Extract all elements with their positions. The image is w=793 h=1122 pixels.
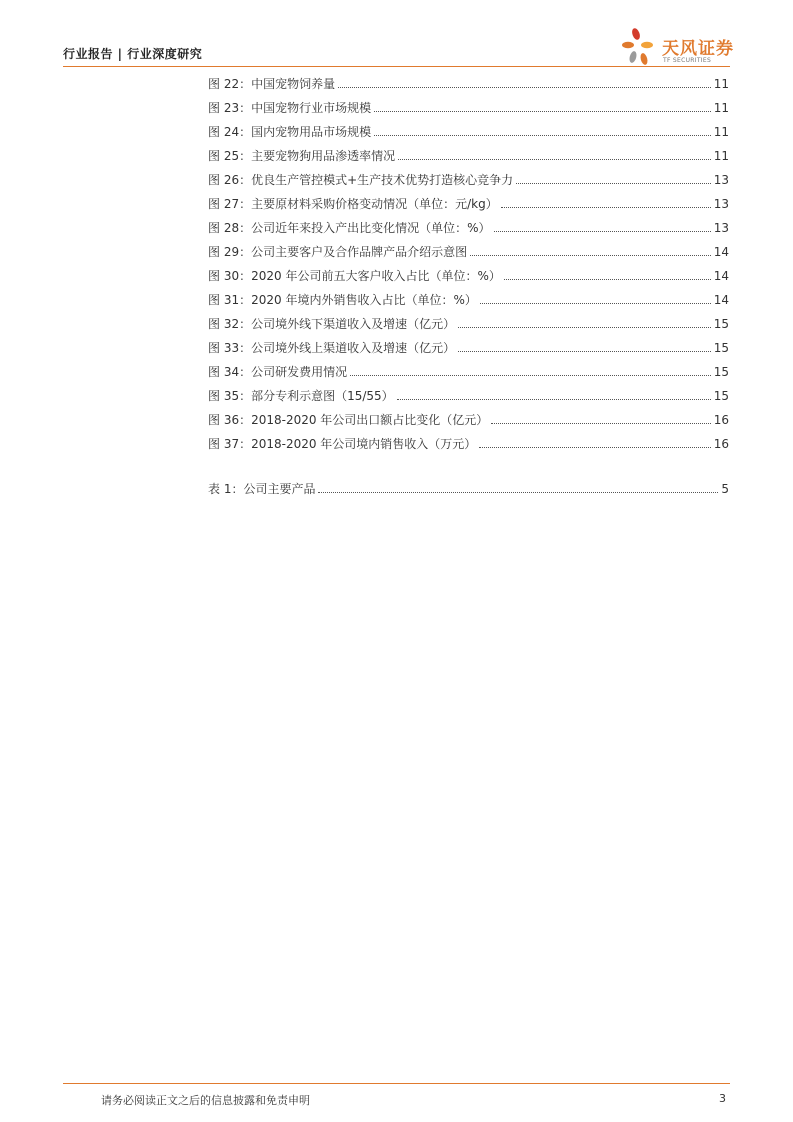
toc-entry-page: 15 xyxy=(713,317,729,331)
toc-entry[interactable] xyxy=(208,412,729,428)
toc-leader-dots xyxy=(374,111,711,112)
toc-entry[interactable] xyxy=(208,436,729,452)
toc-entry[interactable] xyxy=(208,340,729,356)
toc-entry-page: 14 xyxy=(713,245,729,259)
toc-entry-label: 图 24：国内宠物用品市场规模 xyxy=(208,125,372,139)
toc-entry-label: 图 25：主要宠物狗用品渗透率情况 xyxy=(208,149,396,163)
toc-entry[interactable] xyxy=(208,244,729,260)
toc-entry-page: 14 xyxy=(713,293,729,307)
toc-entry-label: 图 32：公司境外线下渠道收入及增速（亿元） xyxy=(208,317,456,331)
page-number: 3 xyxy=(719,1092,726,1105)
toc-entry[interactable] xyxy=(208,220,729,236)
toc-entry[interactable] xyxy=(208,124,729,140)
toc-entry-page: 11 xyxy=(713,101,729,115)
toc-entry-label: 图 27：主要原材料采购价格变动情况（单位：元/kg） xyxy=(208,197,498,211)
toc-entry-label: 图 33：公司境外线上渠道收入及增速（亿元） xyxy=(208,341,456,355)
toc-entry-label: 图 37：2018-2020 年公司境内销售收入（万元） xyxy=(208,437,477,451)
toc-leader-dots xyxy=(397,399,711,400)
toc-entry-page: 11 xyxy=(713,125,729,139)
toc-leader-dots xyxy=(491,423,710,424)
company-logo xyxy=(622,26,734,70)
toc-leader-dots xyxy=(494,231,711,232)
toc-entry[interactable] xyxy=(208,172,729,188)
toc-entry-page: 14 xyxy=(713,269,729,283)
toc-leader-dots xyxy=(458,351,711,352)
toc-entry-page: 15 xyxy=(713,341,729,355)
toc-entry[interactable] xyxy=(208,100,729,116)
toc-entry[interactable] xyxy=(208,148,729,164)
toc-entry[interactable] xyxy=(208,481,729,497)
toc-entry[interactable] xyxy=(208,364,729,380)
toc-entry[interactable] xyxy=(208,388,729,404)
toc-entry-page: 11 xyxy=(713,149,729,163)
toc-leader-dots xyxy=(374,135,711,136)
toc-entry-label: 图 23：中国宠物行业市场规模 xyxy=(208,101,372,115)
toc-leader-dots xyxy=(501,207,711,208)
footer-disclaimer: 请务必阅读正文之后的信息披露和免责申明 xyxy=(101,1094,310,1107)
page-header-text: 行业报告 | 行业深度研究 xyxy=(63,47,203,61)
footer-divider xyxy=(63,1083,730,1084)
toc-entry-label: 图 26：优良生产管控模式+生产技术优势打造核心竞争力 xyxy=(208,173,514,187)
toc-entry-page: 15 xyxy=(713,365,729,379)
toc-entry-page: 16 xyxy=(713,437,729,451)
toc-entry-page: 11 xyxy=(713,77,729,91)
toc-entry-label: 表 1：公司主要产品 xyxy=(208,482,316,496)
logo-mark-icon xyxy=(622,26,658,70)
toc-entry-page: 16 xyxy=(713,413,729,427)
toc-entry-label: 图 31：2020 年境内外销售收入占比（单位：%） xyxy=(208,293,477,307)
toc-leader-dots xyxy=(516,183,711,184)
toc-leader-dots xyxy=(479,447,710,448)
toc-entry-label: 图 22：中国宠物饲养量 xyxy=(208,77,336,91)
toc-leader-dots xyxy=(318,492,718,493)
toc-entry-label: 图 36：2018-2020 年公司出口额占比变化（亿元） xyxy=(208,413,489,427)
toc-entry[interactable] xyxy=(208,196,729,212)
logo-name: 天风证券 xyxy=(662,39,734,59)
toc-entry[interactable] xyxy=(208,268,729,284)
toc-leader-dots xyxy=(470,255,711,256)
toc-leader-dots xyxy=(504,279,711,280)
toc-entry[interactable] xyxy=(208,292,729,308)
logo-subtitle: TF SECURITIES xyxy=(663,57,712,64)
toc-entry[interactable] xyxy=(208,76,729,92)
toc-entry-label: 图 28：公司近年来投入产出比变化情况（单位：%） xyxy=(208,221,491,235)
toc-entry-page: 15 xyxy=(713,389,729,403)
toc-entry-label: 图 34：公司研发费用情况 xyxy=(208,365,348,379)
toc-leader-dots xyxy=(480,303,711,304)
header-divider xyxy=(63,66,730,67)
toc-entry-label: 图 30：2020 年公司前五大客户收入占比（单位：%） xyxy=(208,269,501,283)
toc-entry[interactable] xyxy=(208,316,729,332)
toc-leader-dots xyxy=(350,375,711,376)
toc-entry-page: 13 xyxy=(713,221,729,235)
toc-entry-label: 图 29：公司主要客户及合作品牌产品介绍示意图 xyxy=(208,245,468,259)
toc-entry-page: 13 xyxy=(713,173,729,187)
toc-leader-dots xyxy=(398,159,711,160)
toc-entry-label: 图 35：部分专利示意图（15/55） xyxy=(208,389,394,403)
toc-entry-page: 5 xyxy=(721,482,729,496)
toc-leader-dots xyxy=(338,87,711,88)
toc-entry-page: 13 xyxy=(713,197,729,211)
toc-leader-dots xyxy=(458,327,711,328)
